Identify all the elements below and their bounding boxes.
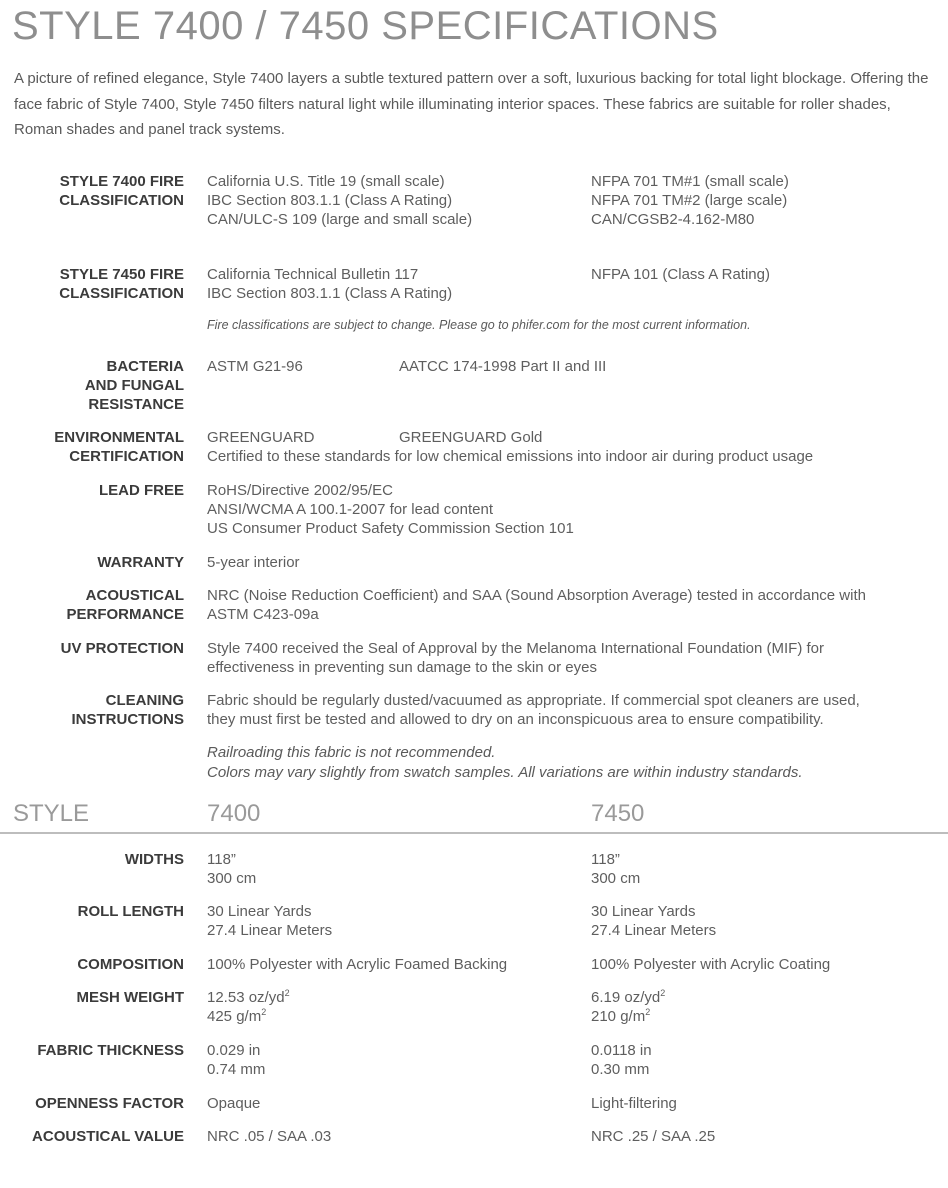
fire-7450-standards-left: California Technical Bulletin 117 IBC Section 803.1.1 (Class A Rating) xyxy=(207,266,453,302)
fire-7450-standards-right: NFPA 101 (Class A Rating) xyxy=(591,266,770,283)
acoustical-label: ACOUSTICAL PERFORMANCE xyxy=(66,587,184,623)
uv-desc: Style 7400 received the Seal of Approval by the Melanoma International Foundation (MIF) for effectiveness in preventing sun damage to the skin or eyes xyxy=(207,640,825,676)
row-7400-value: 118” 300 cm xyxy=(207,851,257,887)
warranty-label: WARRANTY xyxy=(97,554,184,571)
fabric-notes: Railroading this fabric is not recommended. Colors may vary slightly from swatch samples. All variations are within industry standards. xyxy=(207,744,803,781)
row-7400-value: 0.029 in 0.74 mm xyxy=(207,1042,266,1078)
row-7450-value: 30 Linear Yards 27.4 Linear Meters xyxy=(591,903,717,939)
fire-7400-standards-left: California U.S. Title 19 (small scale) IBC Section 803.1.1 (Class A Rating) CAN/ULC-S 109 (large and small scale) xyxy=(207,173,473,228)
row-7450-value: 6.19 $oz/yd^2$ 210 $g/m^2$ xyxy=(591,988,666,1025)
row-label: OPENNESS FACTOR xyxy=(35,1095,184,1112)
row-7450-value: 0.0118 in 0.30 mm xyxy=(591,1042,652,1078)
row-label: ROLL LENGTH xyxy=(77,903,184,920)
row-7450-value: Light-filtering xyxy=(591,1095,677,1112)
row-7450-value: 100% Polyester with Acrylic Coating xyxy=(591,956,831,973)
row-label: MESH WEIGHT xyxy=(76,989,184,1006)
fire-note: Fire classifications are subject to change. Please go to phifer.com for the most current information. xyxy=(207,318,751,332)
fire-7400-standards-right: NFPA 701 TM#1 (small scale) NFPA 701 TM#2 (large scale) CAN/CGSB2-4.162-M80 xyxy=(591,173,789,228)
bacteria-label: BACTERIA AND FUNGAL RESISTANCE xyxy=(84,358,184,413)
page-title: STYLE 7400 / 7450 SPECIFICATIONS xyxy=(12,4,719,48)
row-label: WIDTHS xyxy=(124,851,184,868)
lead-free-standards: RoHS/Directive 2002/95/EC ANSI/WCMA A 100.1-2007 for lead content US Consumer Product Safety Commission Section 101 xyxy=(207,482,574,537)
bacteria-standard-2: AATCC 174-1998 Part II and III xyxy=(399,358,607,375)
row-label: COMPOSITION xyxy=(77,956,184,973)
environmental-label: ENVIRONMENTAL CERTIFICATION xyxy=(54,429,184,465)
row-7400-value: Opaque xyxy=(207,1095,261,1112)
row-7450-value: 118” 300 cm xyxy=(591,851,641,887)
row-label: FABRIC THICKNESS xyxy=(37,1042,184,1059)
cleaning-desc: Fabric should be regularly dusted/vacuumed as appropriate. If commercial spot cleaners are used, they must first be tested and allowed to dry on an inconspicuous area to ensure compatibility. xyxy=(207,692,860,728)
row-7450-value: NRC .25 / SAA .25 xyxy=(591,1128,716,1145)
row-7400-value: 100% Polyester with Acrylic Foamed Backing xyxy=(207,956,508,973)
bacteria-standard-1: ASTM G21-96 xyxy=(207,358,303,375)
warranty-value: 5-year interior xyxy=(207,554,300,571)
environmental-desc: Certified to these standards for low chemical emissions into indoor air during product usage xyxy=(207,448,814,465)
row-7400-value: 30 Linear Yards 27.4 Linear Meters xyxy=(207,903,333,939)
intro-paragraph: A picture of refined elegance, Style 7400 layers a subtle textured pattern over a soft, luxurious backing for total light blockage. Offering the face fabric of Style 7400, Style 7450 filters natural light while illuminating interior spaces. These fabrics are suitable for roller shades, Roman shades and panel track systems. xyxy=(14,70,929,138)
row-7400-value: NRC .05 / SAA .03 xyxy=(207,1128,332,1145)
cleaning-label: CLEANING INSTRUCTIONS xyxy=(71,692,184,728)
fire-7450-label: STYLE 7450 FIRE CLASSIFICATION xyxy=(59,266,184,302)
lead-free-label: LEAD FREE xyxy=(98,482,184,499)
style-table-header xyxy=(0,796,948,834)
environmental-cert-2: GREENGUARD Gold xyxy=(399,429,543,446)
header-style: STYLE xyxy=(13,800,90,827)
row-label: ACOUSTICAL VALUE xyxy=(32,1128,184,1145)
header-7400: 7400 xyxy=(207,800,261,827)
environmental-cert-1: GREENGUARD xyxy=(207,429,315,446)
acoustical-desc: NRC (Noise Reduction Coefficient) and SAA (Sound Absorption Average) tested in accordance with ASTM C423-09a xyxy=(207,587,866,623)
uv-label: UV PROTECTION xyxy=(60,640,184,657)
row-7400-value: 12.53 $oz/yd^2$ 425 $g/m^2$ xyxy=(207,988,290,1025)
fire-7400-label: STYLE 7400 FIRE CLASSIFICATION xyxy=(59,173,184,209)
header-7450: 7450 xyxy=(591,800,645,827)
